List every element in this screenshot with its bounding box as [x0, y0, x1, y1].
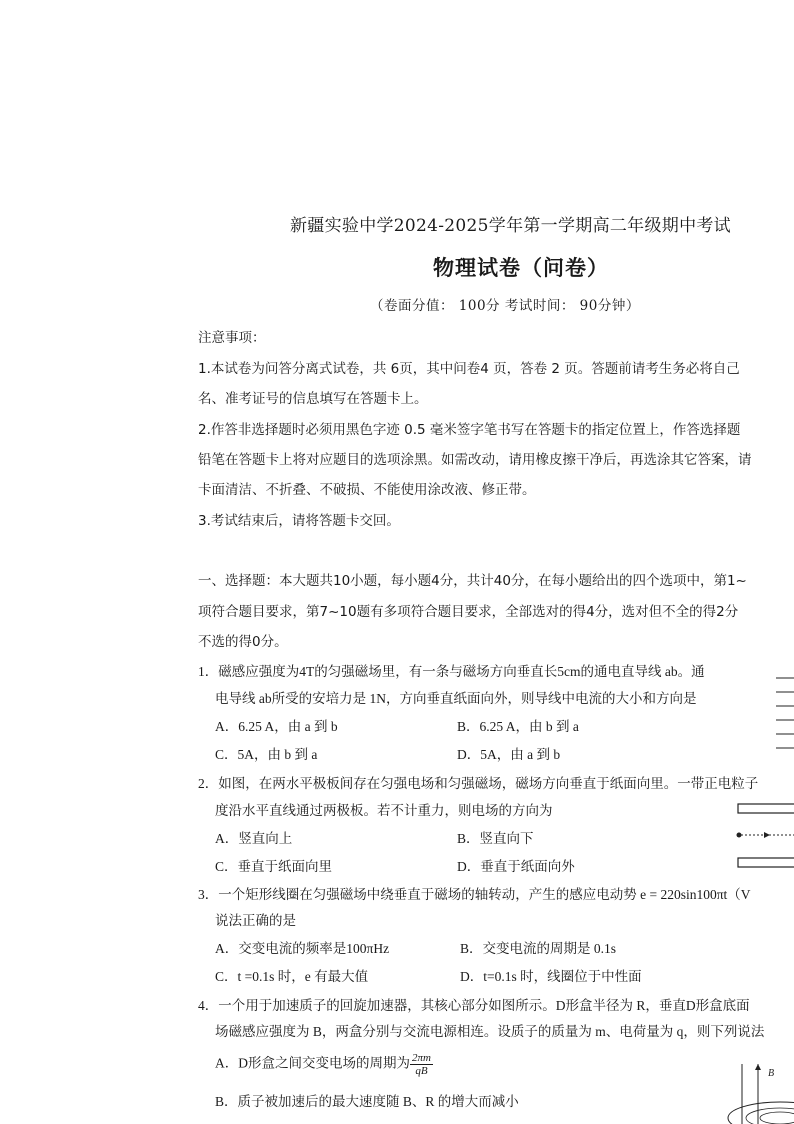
q1-option-a: A．6.25 A，由 a 到 b: [215, 719, 338, 734]
q4-option-a: [215, 1052, 433, 1077]
score-info: （卷面分值： 100分 考试时间： 90分钟）: [370, 298, 640, 314]
q4-cyclotron-figure: [718, 1062, 794, 1124]
subject-title: 物理试卷（问卷）: [433, 256, 609, 280]
school-title: 新疆实验中学2024-2025学年第一学期高二年级期中考试: [290, 216, 731, 236]
question-4-text: 场磁感应强度为 B，两盒分别与交流电源相连。设质子的质量为 m、电荷量为 q，则下列说法: [215, 1024, 765, 1039]
question-1-text: 1．磁感应强度为4T的匀强磁场里，有一条与磁场方向垂直长5cm的通电直导线 ab。通: [198, 664, 705, 679]
question-3-text: 说法正确的是: [215, 913, 296, 928]
fig-label-b: B: [768, 1068, 775, 1079]
notes-line: 2.作答非选择题时必须用黑色字迹 0.5 毫米签字笔书写在答题卡的指定位置上，作答选择题: [198, 422, 741, 438]
q3-option-a: A．交变电流的频率是100πHz: [215, 941, 390, 956]
q3-option-b: B．交变电流的周期是 0.1s: [460, 941, 617, 956]
notes-line: 1.本试卷为问答分离式试卷，共 6页，其中问卷4 页，答卷 2 页。答题前请考生务必将自己: [198, 361, 740, 377]
question-1-text: 电导线 ab所受的安培力是 1N，方向垂直纸面向外，则导线中电流的大小和方向是: [215, 691, 697, 706]
notes-line: 3.考试结束后，请将答题卡交回。: [198, 513, 400, 529]
fraction-numerator: 2πm: [412, 1052, 431, 1064]
section-heading-line: 一、选择题：本大题共10小题，每小题4分，共计40分，在每小题给出的四个选项中，第1~: [198, 573, 747, 589]
fraction-denominator: qB: [415, 1065, 428, 1077]
period-fraction: [410, 1052, 433, 1077]
q1-field-figure: [772, 670, 794, 760]
section-heading-line: 项符合题目要求，第7~10题有多项符合题目要求，全部选对的得4分，选对但不全的得2分: [198, 604, 739, 620]
q2-option-b: B．竖直向下: [457, 831, 534, 846]
q4-option-a-text: A．D形盒之间交变电场的周期为: [215, 1055, 410, 1071]
question-2-text: 度沿水平直线通过两极板。若不计重力，则电场的方向为: [215, 803, 553, 818]
q2-plates-figure: [734, 800, 794, 872]
q1-option-d: D．5A，由 a 到 b: [457, 747, 561, 762]
q1-option-c: C．5A，由 b 到 a: [215, 747, 318, 762]
question-4-text: 4．一个用于加速质子的回旋加速器，其核心部分如图所示。D形盒半径为 R，垂直D形盒底面: [198, 998, 750, 1013]
notes-line: 卡面清洁、不折叠、不破损、不能使用涂改液、修正带。: [198, 482, 536, 498]
notes-heading: 注意事项：: [198, 330, 266, 346]
notes-line: 铅笔在答题卡上将对应题目的选项涂黑。如需改动，请用橡皮擦干净后，再选涂其它答案，请: [198, 452, 752, 468]
q2-option-d: D．垂直于纸面向外: [457, 859, 575, 874]
question-3-text: 3．一个矩形线圈在匀强磁场中绕垂直于磁场的轴转动，产生的感应电动势 e = 220sin100πt（V: [198, 887, 751, 902]
q4-option-b: B．质子被加速后的最大速度随 B、R 的增大而减小: [215, 1094, 519, 1109]
q3-option-c: C．t =0.1s 时，e 有最大值: [215, 969, 369, 984]
question-2-text: 2．如图，在两水平极板间存在匀强电场和匀强磁场，磁场方向垂直于纸面向里。一带正电粒子: [198, 776, 759, 791]
q3-option-d: D．t=0.1s 时，线圈位于中性面: [460, 969, 642, 984]
q1-option-b: B．6.25 A，由 b 到 a: [457, 719, 579, 734]
notes-line: 名、准考证号的信息填写在答题卡上。: [198, 391, 428, 407]
q2-option-a: A．竖直向上: [215, 831, 293, 846]
q2-option-c: C．垂直于纸面向里: [215, 859, 333, 874]
section-heading-line: 不选的得0分。: [198, 634, 288, 650]
